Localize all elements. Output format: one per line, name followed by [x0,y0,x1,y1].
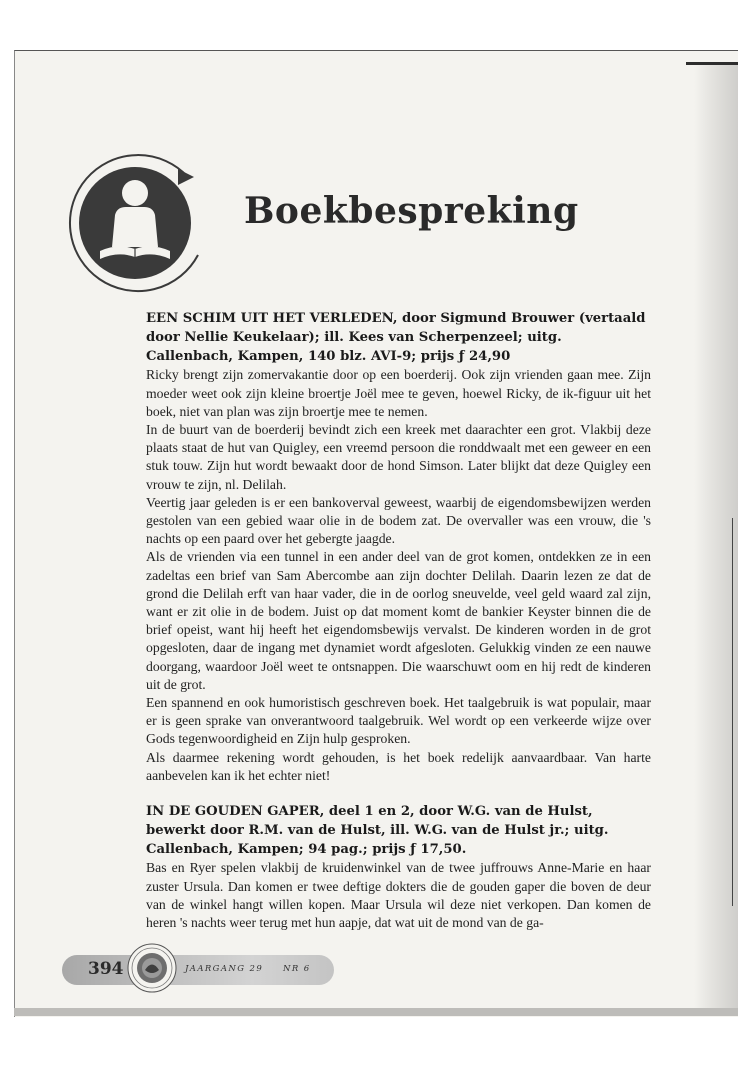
reader-with-book-icon [60,147,210,297]
volume-label: JAARGANG 29 [185,964,264,974]
review-paragraph: Als daarmee rekening wordt gehouden, is het boek redelijk aanvaardbaar. Van harte aanbevelen kan ik het echter niet! [146,749,651,783]
margin-bracket [732,518,738,906]
emblem-medallion-icon [127,943,177,993]
review-column [146,310,651,932]
section-gap [146,785,651,803]
review-paragraph: Ricky brengt zijn zomervakantie door op een boerderij. Ook zijn vrienden gaan mee. Zijn moeder weet ook zijn kleine broertje Joël mee te geven, hoewel Ricky, de ik-figuur uit het boek, niet van plan was zijn broertje mee te nemen. [146,367,651,419]
facing-page-edge [686,62,738,65]
review-heading: EEN SCHIM UIT HET VERLEDEN, door Sigmund Brouwer (vertaald door Nellie Keukelaar); ill. Kees van Scherpenzeel; uitg. Callenbach, Kampen, 140 blz. AVI-9; prijs ƒ 24,90 [146,311,646,364]
page-bottom-edge [14,1008,738,1016]
review-heading: IN DE GOUDEN GAPER, deel 1 en 2, door W.G. van de Hulst, bewerkt door R.M. van de Hulst, ill. W.G. van de Hulst jr.; uitg. Callenbach, Kampen; 94 pag.; prijs ƒ 17,50. [146,804,609,857]
review-paragraph: Bas en Ryer spelen vlakbij de kruidenwinkel van de twee juffrouws Anne-Marie en haar zuster Ursula. Dan komen er twee deftige dokters die de gouden gaper die boven de deur van de winkel hangt willen kopen. Maar Ursula wil deze niet verkopen. Dan komen de heren 's nachts weer terug met hun aapje, dat wat uit de mond van de ga- [146,860,651,931]
review-paragraph: Een spannend en ook humoristisch geschreven boek. Het taalgebruik is wat populair, maar er is geen sprake van onverantwoord taalgebruik. Wel wordt op een verkeerde wijze over Gods tegenwoordigheid en Zijn hulp gesproken. [146,695,651,747]
review-paragraph: In de buurt van de boerderij bevindt zich een kreek met daarachter een grot. Vlakbij deze plaats staat de hut van Quigley, een vreemd persoon die ronddwaalt met een geweer en een stuk touw. Zijn hut wordt bewaakt door de hond Simson. Later blijkt dat deze Quigley een vrouw te zijn, nl. Delilah. [146,422,651,492]
issue-label: NR 6 [283,964,311,974]
page-title: Boekbespreking [244,190,579,232]
review-paragraph: Veertig jaar geleden is er een bankoverval geweest, waarbij de eigendomsbewijzen werden gestolen van een gebied waar olie in de bodem zat. De overvaller was een vrouw, die 's nachts op een paard over het gebergte jaagde. [146,494,651,547]
review-paragraph: Als de vrienden via een tunnel in een ander deel van de grot komen, ontdekken ze in een zadeltas een brief van Sam Abercombe aan zijn dochter Delilah. Daarin lezen ze dat de grond die Delilah erft van haar vader, die in de oorlog sneuvelde, veel geld waard zal zijn, want er zit olie in de bodem. Juist op dat moment komt de bankier Keyster binnen die de brief opeist, want hij heeft het eigendomsbewijs vervalst. De kinderen worden in de grot opgesloten, daar de ingang met dynamiet wordt afgesloten. Gelukkig vinden ze een nauwe doorgang, waardoor Joël weet te ontsnappen. Die waarschuwt oom en hij redt de kinderen uit de grot. [146,549,651,692]
page-number: 394 [88,959,124,979]
